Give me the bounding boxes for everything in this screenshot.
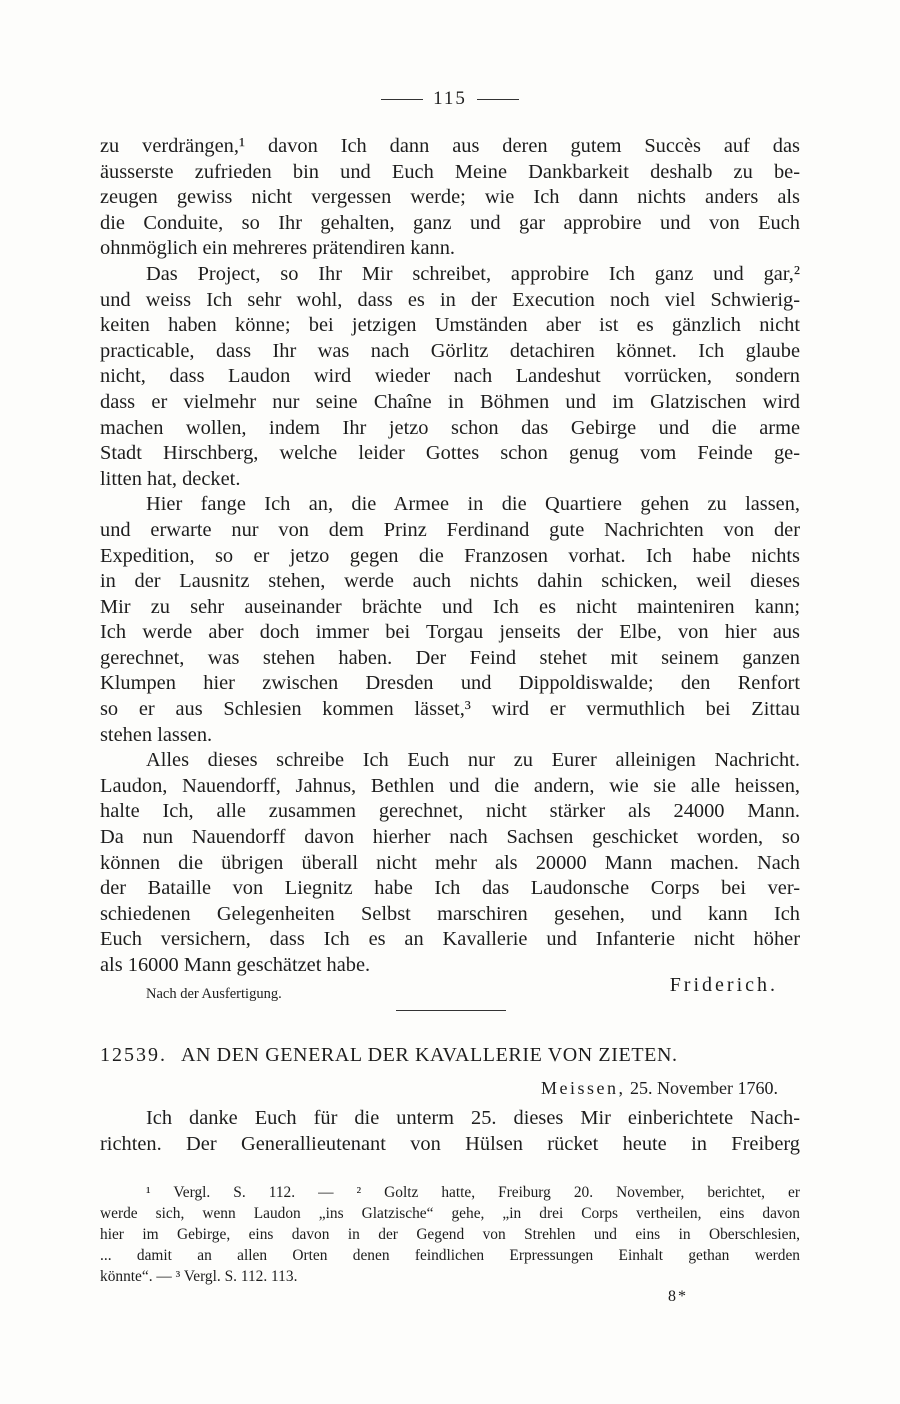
letter-body-text [100, 134, 800, 979]
text-line: Alles dieses schreibe Ich Euch nur zu Eurer alleinigen Nachricht. [146, 749, 800, 772]
footnotes [100, 1182, 800, 1287]
text-line: Stadt Hirschberg, welche leider Gottes schon genug vom Feinde ge- [100, 442, 800, 465]
place-date [541, 1078, 778, 1099]
header-dash-left [381, 99, 423, 100]
text-line: die Conduite, so Ihr gehalten, ganz und gar approbire und von Euch [100, 211, 800, 234]
letter-number: 12539. [100, 1044, 167, 1066]
text-line: richten. Der Generallieutenant von Hülsen rücket heute in Freiberg [100, 1132, 800, 1155]
text-line: in der Lausnitz stehen, werde auch nichts dahin schicken, weil dieses [100, 570, 800, 593]
text-line: zeugen gewiss nicht vergessen werde; wie Ich dann nichts anders als [100, 186, 800, 209]
text-line: stehen lassen. [100, 723, 213, 746]
text-line: Hier fange Ich an, die Armee in die Quartiere gehen zu lassen, [146, 493, 800, 516]
letter-place: Meissen, [541, 1078, 626, 1098]
text-line: Expedition, so er jetzo gegen die Franzosen vorhat. Ich habe nichts [100, 544, 800, 567]
letter-date: 25. November 1760. [630, 1078, 778, 1098]
source-note: Nach der Ausfertigung. [146, 986, 282, 1002]
closing-row [100, 974, 800, 1004]
text-line: nicht, dass Laudon wird wieder nach Landeshut vorrücken, sondern [100, 365, 800, 388]
page-number: 115 [433, 88, 467, 109]
text-line: Das Project, so Ihr Mir schreibet, approbire Ich ganz und gar,² [146, 262, 800, 285]
text-line: Mir zu sehr auseinander brächte und Ich es nicht mainteniren kann; [100, 595, 800, 618]
text-line: litten hat, decket. [100, 467, 241, 490]
text-line: können die übrigen überall nicht mehr als 20000 Mann machen. Nach [100, 851, 800, 874]
text-line: Ich danke Euch für die unterm 25. dieses Mir einberichtete Nach- [146, 1107, 800, 1129]
letter-heading [100, 1044, 800, 1067]
book-page [100, 0, 800, 1404]
text-line: dass er vielmehr nur seine Chaîne in Böhmen und im Glatzischen wird [100, 390, 800, 413]
new-letter-body [100, 1106, 800, 1157]
text-line: als 16000 Mann geschätzet habe. [100, 954, 371, 976]
footnote-line: hier im Gebirge, eins davon in der Gegend von Strehlen und eins in Oberschlesien, [100, 1226, 800, 1243]
text-line: und erwarte nur von dem Prinz Ferdinand gute Nachrichten von der [100, 518, 800, 541]
sheet-signature: 8* [668, 1288, 688, 1305]
section-separator [396, 1010, 506, 1011]
text-line: machen wollen, indem Ihr jetzo schon das Gebirge und die arme [100, 416, 800, 439]
text-line: schiedenen Gelegenheiten Selbst marschiren gesehen, und kann Ich [100, 902, 800, 925]
signature: Friderich. [669, 974, 778, 996]
text-line: halte Ich, alle zusammen gerechnet, nicht stärker als 24000 Mann. [100, 800, 800, 823]
text-line: ohnmöglich ein mehreres prätendiren kann. [100, 237, 456, 260]
text-line: keiten haben könne; bei jetzigen Umständen aber ist es gänzlich nicht [100, 314, 800, 337]
text-line: so er aus Schlesien kommen lässet,³ wird er vermuthlich bei Zittau [100, 698, 800, 721]
footnote-line: ¹ Vergl. S. 112. — ² Goltz hatte, Freiburg 20. November, berichtet, er [146, 1184, 800, 1201]
text-line: Da nun Nauendorff davon hierher nach Sachsen geschicket worden, so [100, 826, 800, 849]
text-line: äusserste zufrieden bin und Euch Meine Dankbarkeit deshalb zu be- [100, 160, 800, 183]
text-line: Ich werde aber doch immer bei Torgau jenseits der Elbe, von hier aus [100, 621, 800, 644]
letter-addressee: AN DEN GENERAL DER KAVALLERIE VON ZIETEN. [181, 1044, 678, 1066]
text-line: Laudon, Nauendorff, Jahnus, Bethlen und die andern, wie sie alle heissen, [100, 774, 800, 797]
text-line: Euch versichern, dass Ich es an Kavallerie und Infanterie nicht höher [100, 928, 800, 951]
text-line: gerechnet, was stehen haben. Der Feind stehet mit seinem ganzen [100, 646, 800, 669]
footnote-line: ... damit an allen Orten denen feindlichen Erpressungen Einhalt gethan werden [100, 1247, 800, 1264]
text-line: zu verdrängen,¹ davon Ich dann aus deren gutem Succès auf das [100, 135, 800, 157]
header-dash-right [477, 99, 519, 100]
text-line: Klumpen hier zwischen Dresden und Dippoldiswalde; den Renfort [100, 672, 800, 695]
text-line: practicable, dass Ihr was nach Görlitz detachiren könnet. Ich glaube [100, 339, 800, 362]
text-line: der Bataille von Liegnitz habe Ich das Laudonsche Corps bei ver- [100, 877, 800, 900]
page-header [100, 88, 800, 110]
footnote-line: werde sich, wenn Laudon „ins Glatzische“ gehe, „in drei Corps vertheilen, eins davon [100, 1205, 800, 1222]
footnote-line: könnte“. — ³ Vergl. S. 112. 113. [100, 1268, 298, 1285]
text-line: und weiss Ich sehr wohl, dass es in der Execution noch viel Schwierig- [100, 288, 800, 311]
